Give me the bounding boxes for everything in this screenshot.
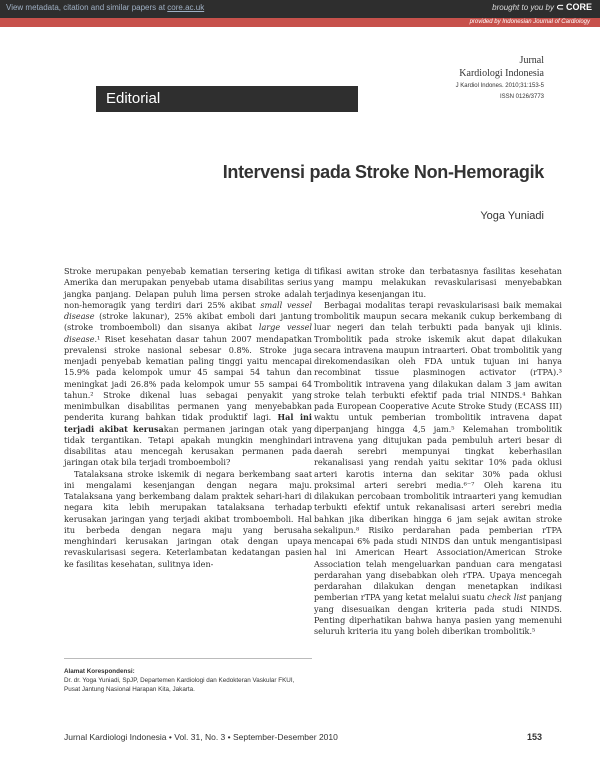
paragraph: Tatalaksana stroke iskemik di negara berkembang saat ini mengalami kesenjangan dengan negara maju. Tatalaksana yang berkembang dalam praktek sehari-hari di negara kita lebih merupakan tatalaksana terhadap kerusakan jaringan yang terjadi akibat tromboemboli. Hal itu berbeda dengan negara maju yang berusaha menghindari kerusakan jaringan otak dengan upaya revaskularisasi segera. Keterlambatan kedatangan pasien ke fasilitas kesehatan, sulitnya iden-	[64, 468, 312, 569]
core-brand[interactable]	[492, 2, 592, 13]
correspondence-text: Dr. dr. Yoga Yuniadi, SpJP, Departemen Kardiologi dan Kedokteran Vaskular FKUI, Pusat Jantung Nasional Harapan Kita, Jakarta.	[64, 677, 295, 693]
section-label: Editorial	[96, 86, 358, 112]
paragraph: Berbagai modalitas terapi revaskularisasi baik memakai trombolitik maupun secara mekanik cukup berkembang di luar negeri dan telah terbukti pada banyak uji klinis. Trombolitik pada stroke iskemik akut dapat dilakukan secara intravena maupun intraarteri. Obat trombolitik yang direkomendasikan oleh FDA untuk tujuan ini hanya recombinat tissue plasminogen activator (rTPA).³ Trombolitik intravena yang dilakukan dalam 3 jam awitan stroke telah terbukti efektif pada trial NINDS.⁴ Bahkan pada European Cooperative Acute Stroke Study (ECASS III) waktu untuk pemberian trombolitik intravena dapat diperpanjang hingga 4,5 jam.⁵ Kelemahan trombolitik intravena yang ditujukan pada pembuluh arteri besar di daerah serebri mempunyai tingkat keberhasilan rekanalisasi yang rendah yaitu sekitar 10% pada oklusi arteri karotis interna dan sekitar 30% pada oklusi proksimal arteri serebri media.⁶⁻⁷ Oleh karena itu dilakukan percobaan trombolitik intraarteri yang kemudian terbukti efektif untuk rekanalisasi arteri serebri media bahkan jika diberikan hingga 6 jam sejak awitan stroke sekalipun.⁸ Risiko perdarahan pada pemberian rTPA mencapai 6% pada studi NINDS dan untuk mengantisipasi hal ini American Heart Association/American Stroke Association telah mengeluarkan panduan cara mengatasi perdarahan yang disebabkan oleh rTPA. Upaya mencegah perdarahan dilakukan dengan menetapkan indikasi pemberian rTPA yang ketat melalui suatu check list panjang yang disesuaikan dengan kriteria pada studi NINDS. Penting diperhatikan bahwa hanya pasien yang memenuhi seluruh kriteria itu yang boleh diberikan trombolitik.⁵	[314, 299, 563, 636]
article-title: Intervensi pada Stroke Non-Hemoragik	[222, 162, 544, 182]
journal-issn: ISSN 0126/3773	[499, 94, 544, 100]
correspondence-address	[64, 658, 312, 694]
brought-by-text: brought to you by	[492, 3, 554, 12]
paragraph: Stroke merupakan penyebab kematian tersering ketiga di Amerika dan merupakan penyebab utama disabilitas serius jangka panjang. Delapan puluh lima persen stroke adalah non-hemoragik yang terdiri dari 25% akibat small vessel disease (stroke lakunar), 25% akibat emboli dari jantung (stroke tromboemboli) dan sisanya akibat large vessel disease.¹ Riset kesehatan dasar tahun 2007 mendapatkan prevalensi stroke nasional sebesar 0.8%. Stroke juga menjadi penyebab kematian paling tinggi yaitu mencapai 15.9% pada kelompok umur 45 sampai 54 tahun dan meningkat jadi 26.8% pada kelompok umur 55 sampai 64 tahun.² Stroke dikenal luas sebagai penyakit yang menimbulkan disabilitas permanen yang menyebabkan penderita kurang bahkan tidak produktif lagi. Hal ini terjadi akibat kerusakan permanen jaringan otak yang tidak tergantikan. Tetapi apakah mungkin menghindari disabilitas atau mencegah kerusakan permanen pada jaringan otak bila terjadi tromboemboli?	[64, 266, 313, 468]
core-link[interactable]: core.ac.uk	[167, 3, 205, 12]
footer-citation: Jurnal Kardiologi Indonesia • Vol. 31, No. 3 • September-Desember 2010	[64, 732, 338, 742]
text-column-left	[64, 266, 312, 570]
journal-name-line2: Kardiologi Indonesia	[459, 68, 544, 79]
journal-reference: J Kardiol Indones. 2010;31:153-5	[455, 83, 544, 89]
core-logo-icon: ⊂	[556, 2, 564, 12]
core-brand-name: CORE	[565, 2, 592, 12]
core-topbar	[0, 0, 600, 18]
page-footer	[64, 732, 542, 742]
paragraph: tifikasi awitan stroke dan terbatasnya fasilitas kesehatan yang mampu melakukan revaskularisasi menyebabkan terjadinya kesenjangan itu.	[314, 266, 562, 299]
provider-bar	[0, 18, 600, 27]
metadata-prefix: View metadata, citation and similar papers at	[6, 3, 168, 12]
journal-header	[456, 54, 544, 102]
article-author: Yoga Yuniadi	[480, 210, 544, 222]
core-metadata-text	[6, 3, 204, 12]
journal-name-line1: Jurnal	[519, 55, 544, 66]
provider-text: provided by Indonesian Journal of Cardiology	[469, 19, 590, 25]
correspondence-heading: Alamat Korespondensi:	[64, 668, 135, 675]
page-number: 153	[526, 732, 542, 742]
text-column-right	[314, 266, 562, 637]
